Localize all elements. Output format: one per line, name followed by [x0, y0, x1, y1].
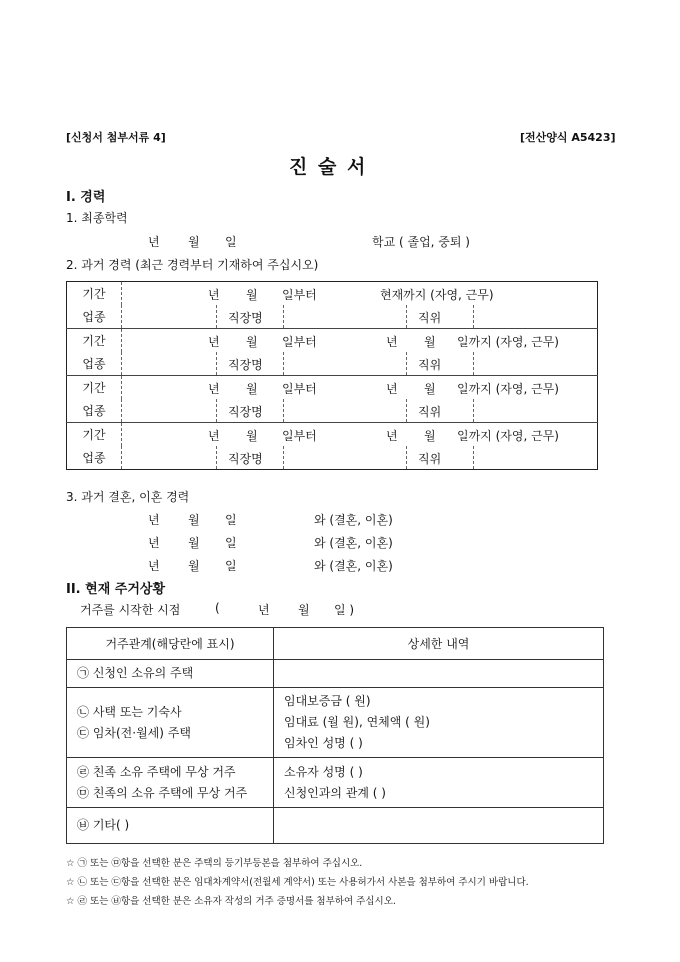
education-label: 1. 최종학력	[66, 211, 128, 225]
education-month: 월	[188, 235, 200, 249]
to-month: 월	[424, 429, 436, 443]
section-residence-heading: II. 현재 주거상황	[66, 582, 166, 597]
workplace-label: 직장명	[228, 358, 263, 372]
from-day: 일부터	[282, 288, 317, 302]
option-relative-owned-2: ㉤ 친족의 소유 주택에 무상 거주	[77, 785, 248, 800]
period-label: 기간	[67, 329, 122, 353]
marriage-day: 일	[225, 513, 237, 527]
to-day: 일까지 (자영, 근무)	[457, 335, 559, 349]
option-relative-owned: ㉣ 친족 소유 주택에 무상 거주	[77, 764, 236, 779]
detail-other-empty	[274, 808, 604, 844]
position-label: 직위	[418, 452, 442, 466]
marriage-history-label: 3. 과거 결혼, 이혼 경력	[66, 490, 190, 504]
period-label: 기간	[67, 282, 122, 306]
residence-row-relative	[67, 758, 604, 808]
marriage-day: 일	[225, 559, 237, 573]
to-present: 현재까지 (자영, 근무)	[380, 288, 494, 302]
tenant-name-field: 임차인 성명 ( )	[284, 736, 363, 750]
col-detail-header: 상세한 내역	[274, 628, 604, 660]
residence-row-other	[67, 808, 604, 844]
marriage-year: 년	[148, 513, 160, 527]
residence-start-year: 년	[258, 603, 270, 617]
to-month: 월	[424, 335, 436, 349]
workplace-label: 직장명	[228, 452, 263, 466]
residence-table	[66, 627, 604, 844]
period-label: 기간	[67, 376, 122, 400]
note-1: ☆ ㉠ 또는 ㉤항을 선택한 분은 주택의 등기부등본을 첨부하여 주십시오.	[66, 858, 363, 869]
section-career-heading: I. 경력	[66, 190, 106, 205]
to-year: 년	[386, 429, 398, 443]
position-label: 직위	[418, 405, 442, 419]
marriage-suffix: 와 (결혼, 이혼)	[314, 559, 393, 573]
residence-start-paren: (	[215, 601, 220, 615]
career-history-label: 2. 과거 경력 (최근 경력부터 기재하여 주십시오)	[66, 258, 319, 272]
marriage-month: 월	[188, 513, 200, 527]
to-day: 일까지 (자영, 근무)	[457, 429, 559, 443]
period-label: 기간	[67, 423, 122, 447]
residence-row-own	[67, 660, 604, 688]
option-own-house: ㉠ 신청인 소유의 주택	[77, 666, 194, 680]
option-company-housing: ㉡ 사택 또는 기숙사	[77, 704, 182, 719]
industry-label: 업종	[67, 399, 122, 423]
deposit-field: 임대보증금 ( 원)	[284, 694, 371, 708]
position-label: 직위	[418, 358, 442, 372]
career-period-row	[67, 282, 598, 306]
rent-arrears-field: 임대료 (월 원), 연체액 ( 원)	[284, 715, 430, 729]
residence-start-month: 월	[298, 603, 310, 617]
career-industry-row	[67, 352, 598, 376]
marriage-day: 일	[225, 536, 237, 550]
marriage-year: 년	[148, 559, 160, 573]
form-code-label: [전산양식 A5423]	[520, 131, 616, 144]
col-relation-header: 거주관계(해당란에 표시)	[67, 628, 274, 660]
from-year: 년	[208, 335, 220, 349]
from-month: 월	[246, 382, 258, 396]
from-day: 일부터	[282, 335, 317, 349]
option-other: ㉥ 기타( )	[77, 818, 130, 832]
note-3: ☆ ㉣ 또는 ㉥항을 선택한 분은 소유자 작성의 거주 증명서를 첨부하여 주십시오.	[66, 896, 396, 907]
from-day: 일부터	[282, 382, 317, 396]
residence-start-label: 거주를 시작한 시점	[80, 603, 181, 617]
detail-own-empty	[274, 660, 604, 688]
workplace-label: 직장명	[228, 311, 263, 325]
workplace-label: 직장명	[228, 405, 263, 419]
marriage-suffix: 와 (결혼, 이혼)	[314, 513, 393, 527]
from-month: 월	[246, 429, 258, 443]
marriage-suffix: 와 (결혼, 이혼)	[314, 536, 393, 550]
career-period-row	[67, 423, 598, 447]
from-month: 월	[246, 288, 258, 302]
to-day: 일까지 (자영, 근무)	[457, 382, 559, 396]
education-day: 일	[225, 235, 237, 249]
to-year: 년	[386, 335, 398, 349]
education-year: 년	[148, 235, 160, 249]
relation-field: 신청인과의 관계 ( )	[284, 785, 386, 800]
industry-label: 업종	[67, 446, 122, 470]
career-table	[66, 281, 598, 470]
marriage-month: 월	[188, 536, 200, 550]
career-industry-row	[67, 446, 598, 470]
to-year: 년	[386, 382, 398, 396]
education-school: 학교 ( 졸업, 중퇴 )	[372, 235, 470, 249]
residence-row-rent	[67, 688, 604, 758]
note-2: ☆ ㉡ 또는 ㉢항을 선택한 분은 임대차계약서(전월세 계약서) 또는 사용허가서 사본을 첨부하여 주시기 바랍니다.	[66, 877, 529, 888]
position-label: 직위	[418, 311, 442, 325]
career-period-row	[67, 376, 598, 400]
marriage-year: 년	[148, 536, 160, 550]
career-industry-row	[67, 305, 598, 329]
career-period-row	[67, 329, 598, 353]
industry-label: 업종	[67, 305, 122, 329]
owner-name-field: 소유자 성명 ( )	[284, 764, 363, 779]
from-year: 년	[208, 288, 220, 302]
from-day: 일부터	[282, 429, 317, 443]
from-year: 년	[208, 382, 220, 396]
from-year: 년	[208, 429, 220, 443]
from-month: 월	[246, 335, 258, 349]
marriage-month: 월	[188, 559, 200, 573]
residence-start-day: 일 )	[334, 603, 355, 617]
page-title: 진 술 서	[289, 156, 368, 178]
to-month: 월	[424, 382, 436, 396]
form-attachment-label: [신청서 첨부서류 4]	[66, 131, 166, 144]
residence-header-row	[67, 628, 604, 660]
industry-label: 업종	[67, 352, 122, 376]
option-rented-house: ㉢ 임차(전·월세) 주택	[77, 725, 191, 740]
career-industry-row	[67, 399, 598, 423]
